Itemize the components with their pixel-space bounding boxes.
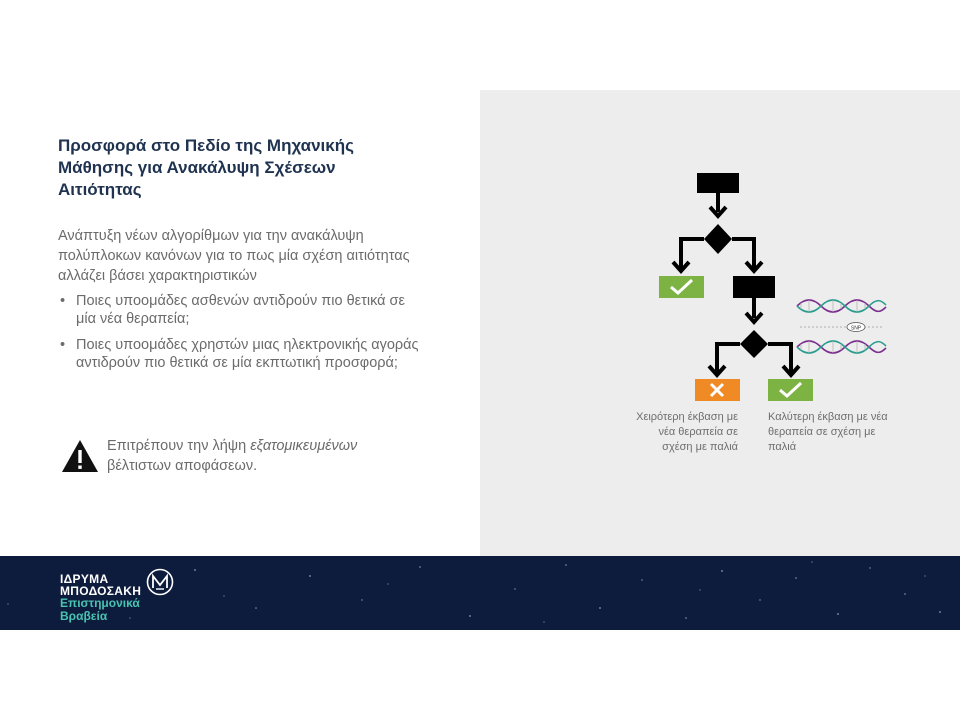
bullet-list: [58, 292, 423, 380]
brand-line-3: Επιστημονικά: [60, 596, 140, 610]
bullet-marker: •: [60, 337, 66, 353]
dna-helix-icon: [797, 300, 886, 353]
tree-arrow: [710, 193, 726, 216]
bullet-text: Ποιες υποομάδες χρηστών μιας ηλεκτρονικής αγοράς αντιδρούν πιο θετικά σε μία εκπτωτική προσφορά;: [76, 337, 419, 371]
brand-line-1: ΙΔΡΥΜΑ: [60, 572, 109, 586]
tree-decision-node: [704, 224, 732, 254]
warning-text-emphasis: εξατομικευμένων: [250, 438, 358, 454]
decision-tree-diagram: [480, 90, 960, 556]
cross-outcome-icon: [695, 379, 740, 401]
warning-triangle-icon: [60, 438, 100, 474]
check-outcome-icon: [768, 379, 813, 401]
tree-arrow: [746, 298, 762, 322]
bullet-marker: •: [60, 293, 66, 309]
tree-decision-node: [740, 330, 768, 358]
foundation-logo: [60, 570, 200, 623]
check-outcome-icon: [659, 276, 704, 298]
brand-line-4: Βραβεία: [60, 609, 108, 623]
worse-outcome-caption: Χειρότερη έκβαση με νέα θεραπεία σε σχέση με παλιά: [636, 411, 738, 453]
bullet-text: Ποιες υποομάδες ασθενών αντιδρούν πιο θετικά σε μία νέα θεραπεία;: [76, 293, 405, 327]
warning-text: [107, 436, 417, 476]
foundation-emblem-icon: [146, 568, 174, 596]
bullet-item: [58, 292, 423, 328]
brand-line-2: ΜΠΟΔΟΣΑΚΗ: [60, 584, 142, 598]
warning-note: [60, 436, 420, 476]
tree-root-node: [697, 173, 739, 193]
warning-text-end: βέλτιστων αποφάσεων.: [107, 458, 258, 474]
better-outcome-caption: Καλύτερη έκβαση με νέα θεραπεία σε σχέση με παλιά: [768, 411, 888, 453]
snp-label: SNP: [850, 325, 862, 332]
slide-title: Προσφορά στο Πεδίο της Μηχανικής Μάθησης για Ανακάλυψη Σχέσεων Αιτιότητας: [58, 136, 354, 199]
bullet-item: [58, 336, 423, 372]
intro-paragraph: Ανάπτυξη νέων αλγορίθμων για την ανακάλυψη πολύπλοκων κανόνων για το πως μία σχέση αιτιότητας αλλάζει βάσει χαρακτηριστικών: [58, 228, 410, 284]
tree-inner-node: [733, 276, 775, 298]
warning-text-start: Επιτρέπουν την λήψη: [107, 438, 251, 454]
